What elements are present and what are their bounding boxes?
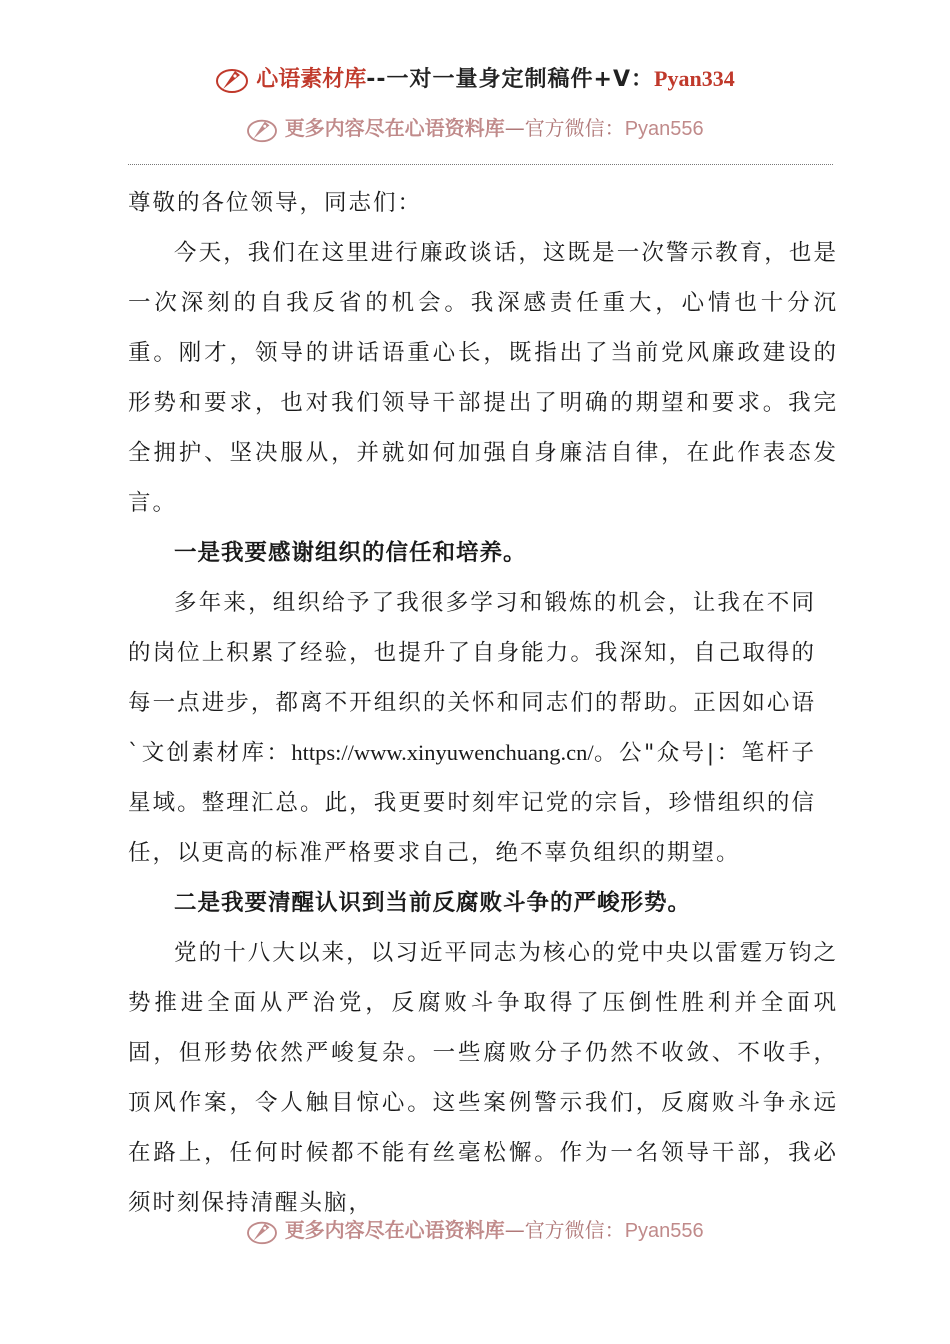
pen-nib-logo-icon [246,1218,278,1246]
source-url: https://www.xinyuwenchuang.cn/ [291,740,594,765]
top-header [0,62,950,95]
header-wechat-id: Pyan334 [654,66,735,91]
sub-header-watermark [0,112,950,144]
pen-nib-logo-icon [215,65,249,95]
footer-wechat-id: Pyan556 [624,1220,704,1242]
footer-watermark [0,1214,950,1246]
paragraph-1-text-b: 。公"众号|：笔杆子星域。整理汇总。此，我更要时刻牢记党的宗旨，珍惜组织的信任，以更高的标准严格要求自己，绝不辜负组织的期望。 [128,740,816,866]
footer-text: 更多内容尽在心语资料库 [284,1218,505,1242]
paragraph-1-text-a: 多年来，组织给予了我很多学习和锻炼的机会，让我在不同的岗位上积累了经验，也提升了自身能力。我深知，自己取得的每一点进步，都离不开组织的关怀和同志们的帮助。正因如心语`文创素材库： [128,590,816,766]
document-body [128,178,838,1228]
intro-paragraph: 今天，我们在这里进行廉政谈话，这既是一次警示教育，也是一次深刻的自我反省的机会。我深感责任重大，心情也十分沉重。刚才，领导的讲话语重心长，既指出了当前党风廉政建设的形势和要求，也对我们领导干部提出了明确的期望和要求。我完全拥护、坚决服从，并就如何加强自身廉洁自律，在此作表态发言。 [128,240,838,516]
salutation: 尊敬的各位领导，同志们： [128,190,423,216]
header-divider [128,164,833,165]
section-paragraph-1 [128,578,816,878]
section-heading-2: 二是我要清醒认识到当前反腐败斗争的严峻形势。 [174,890,692,916]
section-heading-1: 一是我要感谢组织的信任和培养。 [174,540,527,566]
header-slogan: --一对一量身定制稿件+V： [366,67,655,92]
pen-nib-logo-icon [246,116,278,144]
sub-header-wechat-id: Pyan556 [624,118,704,140]
footer-label: —官方微信： [504,1218,625,1242]
header-brand: 心语素材库 [256,67,367,92]
section-paragraph-2: 党的十八大以来，以习近平同志为核心的党中央以雷霆万钧之势推进全面从严治党，反腐败斗争取得了压倒性胜利并全面巩固，但形势依然严峻复杂。一些腐败分子仍然不收敛、不收手，顶风作案，令人触目惊心。这些案例警示我们，反腐败斗争永远在路上，任何时候都不能有丝毫松懈。作为一名领导干部，我必须时刻保持清醒头脑， [128,940,838,1216]
sub-header-text: 更多内容尽在心语资料库 [284,116,505,140]
sub-header-label: —官方微信： [504,116,625,140]
